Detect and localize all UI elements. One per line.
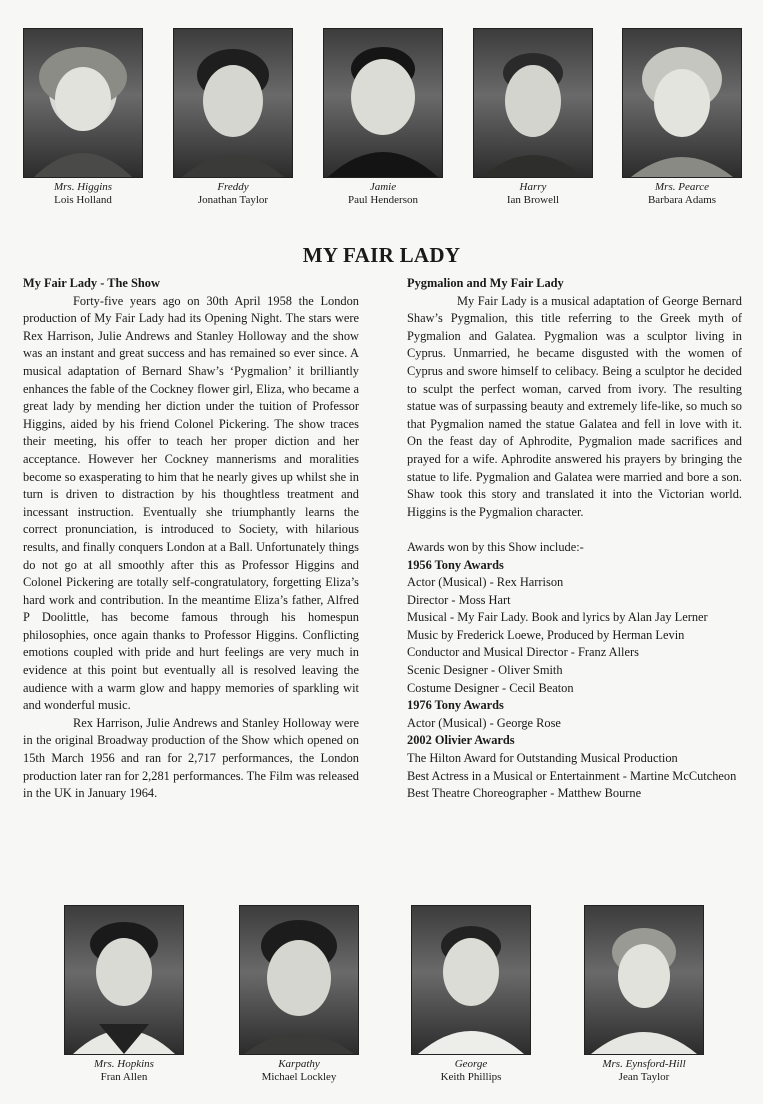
- cast-card: [238, 905, 360, 1083]
- award-line: Costume Designer - Cecil Beaton: [407, 680, 574, 695]
- body-paragraph: My Fair Lady is a musical adaptation of George Bernard Shaw’s Pygmalion, this title referring to the Greek myth of Pygmalion and Galatea. Pygmalion was a sculptor living in Cyprus. Unmarried, he became disgusted with the women of Cyprus and swore himself to celibacy. Being a sculptor he decided to sculpt the perfect woman, carved from ivory. The resulting statue was of surpassing beauty and extremely life-like, so much so that Pygmalion named the statue Galatea and fell in love with it. On the feast day of Aphrodite, Pygmalion made sacrifices and prayed for a wife. Aphrodite answered his prayers by bringing the statue to life. Pygmalion and Galatea were married and bore a son. Shaw took this story and translated it into the Victorian world. Higgins is the Pygmalion character.: [407, 293, 742, 519]
- cast-actor: Fran Allen: [100, 1071, 148, 1083]
- award-heading: 1976 Tony Awards: [407, 698, 504, 713]
- award-line: Actor (Musical) - Rex Harrison: [407, 575, 564, 590]
- cast-photo: [622, 28, 742, 178]
- cast-photo: [584, 905, 704, 1055]
- award-line: Best Theatre Choreographer - Matthew Bourne: [407, 786, 642, 801]
- cast-role: Freddy: [217, 181, 249, 193]
- award-line: The Hilton Award for Outstanding Musical Production: [407, 751, 678, 766]
- award-line: Actor (Musical) - George Rose: [407, 715, 561, 730]
- cast-photo: [473, 28, 593, 178]
- cast-card: [622, 28, 742, 206]
- cast-card: [473, 28, 593, 206]
- awards-intro: Awards won by this Show include:-: [407, 539, 584, 554]
- award-line: Director - Moss Hart: [407, 592, 511, 607]
- award-line: Scenic Designer - Oliver Smith: [407, 663, 563, 678]
- cast-actor: Keith Phillips: [440, 1071, 502, 1083]
- cast-card: [323, 28, 443, 206]
- cast-actor: Jonathan Taylor: [197, 194, 269, 206]
- award-heading: 2002 Olivier Awards: [407, 733, 515, 748]
- cast-role: Mrs. Eynsford-Hill: [602, 1058, 686, 1070]
- award-line: Music by Frederick Loewe, Produced by Herman Levin: [407, 627, 685, 642]
- cast-actor: Barbara Adams: [647, 194, 717, 206]
- cast-card: [63, 905, 185, 1083]
- cast-photo: [173, 28, 293, 178]
- cast-photo: [64, 905, 184, 1055]
- cast-actor: Michael Lockley: [261, 1071, 337, 1083]
- cast-actor: Ian Browell: [506, 194, 560, 206]
- body-paragraph: Rex Harrison, Julie Andrews and Stanley Holloway were in the original Broadway production of the Show which opened on 15th March 1956 and ran for 2,717 performances, the London production later ran for 2,281 performances. The Film was released in the UK in January 1964.: [23, 715, 359, 801]
- cast-actor: Lois Holland: [54, 194, 112, 206]
- award-heading: 1956 Tony Awards: [407, 557, 504, 572]
- award-line: Best Actress in a Musical or Entertainment - Martine McCutcheon: [407, 768, 737, 783]
- cast-role: Mrs. Hopkins: [94, 1058, 154, 1070]
- cast-role: Jamie: [369, 181, 397, 193]
- cast-photo: [411, 905, 531, 1055]
- award-line: Musical - My Fair Lady. Book and lyrics by Alan Jay Lerner: [407, 610, 708, 625]
- right-column: [407, 275, 742, 803]
- cast-actor: Paul Henderson: [348, 194, 418, 206]
- cast-actor: Jean Taylor: [618, 1071, 670, 1083]
- cast-role: Karpathy: [278, 1058, 320, 1070]
- page-title: MY FAIR LADY: [302, 243, 461, 267]
- cast-photo: [239, 905, 359, 1055]
- cast-card: [583, 905, 705, 1083]
- cast-photo: [323, 28, 443, 178]
- cast-role: Mrs. Pearce: [655, 181, 709, 193]
- section-heading: My Fair Lady - The Show: [23, 276, 160, 290]
- cast-card: [173, 28, 293, 206]
- cast-role: George: [454, 1058, 488, 1070]
- left-column: [23, 275, 359, 803]
- body-paragraph: Forty-five years ago on 30th April 1958 the London production of My Fair Lady had its Opening Night. The stars were Rex Harrison, Julie Andrews and Stanley Holloway and the show was an instant and great success and has remained so ever since. A musical adaptation of Bernard Shaw’s ‘Pygmalion’ it brilliantly enhances the fable of the Cockney flower girl, Eliza, who became a great lady by mending her diction under the tuition of Professor Higgins, aided by his friend Colonel Pickering. The show traces their meeting, his offer to teach her proper diction and her acceptance. However her Cockney mannerisms and moralities become so exasperating to him that he nearly gives up whilst she in turn is driven to distraction by his thoughtless treatment and incessant instruction. Eventually she triumphantly learns the correct pronunciation, is introduced to Society, with hilarious results, and finally conquers London at a Ball. Unfortunately things do not go at all smoothly after this as Professor Higgins and Colonel Pickering are totally self-congratulatory, forgetting Eliza’s hard work and contribution. In the meantime Eliza’s father, Alfred P Doolittle, has become famous through his homespun philosophies, once again thanks to Professor Higgins. Conflicting emotions coupled with pride and hurt feelings are very much in evidence at this point but eventually all is resolved leaving the audience with a warm glow and happy memories of sparkling wit and wonderful music.: [23, 293, 359, 713]
- cast-role: Mrs. Higgins: [53, 181, 113, 193]
- award-line: Conductor and Musical Director - Franz Allers: [407, 645, 639, 660]
- cast-role: Harry: [519, 181, 547, 193]
- cast-card: [410, 905, 532, 1083]
- cast-card: [23, 28, 143, 206]
- cast-photo: [23, 28, 143, 178]
- section-heading: Pygmalion and My Fair Lady: [407, 276, 564, 290]
